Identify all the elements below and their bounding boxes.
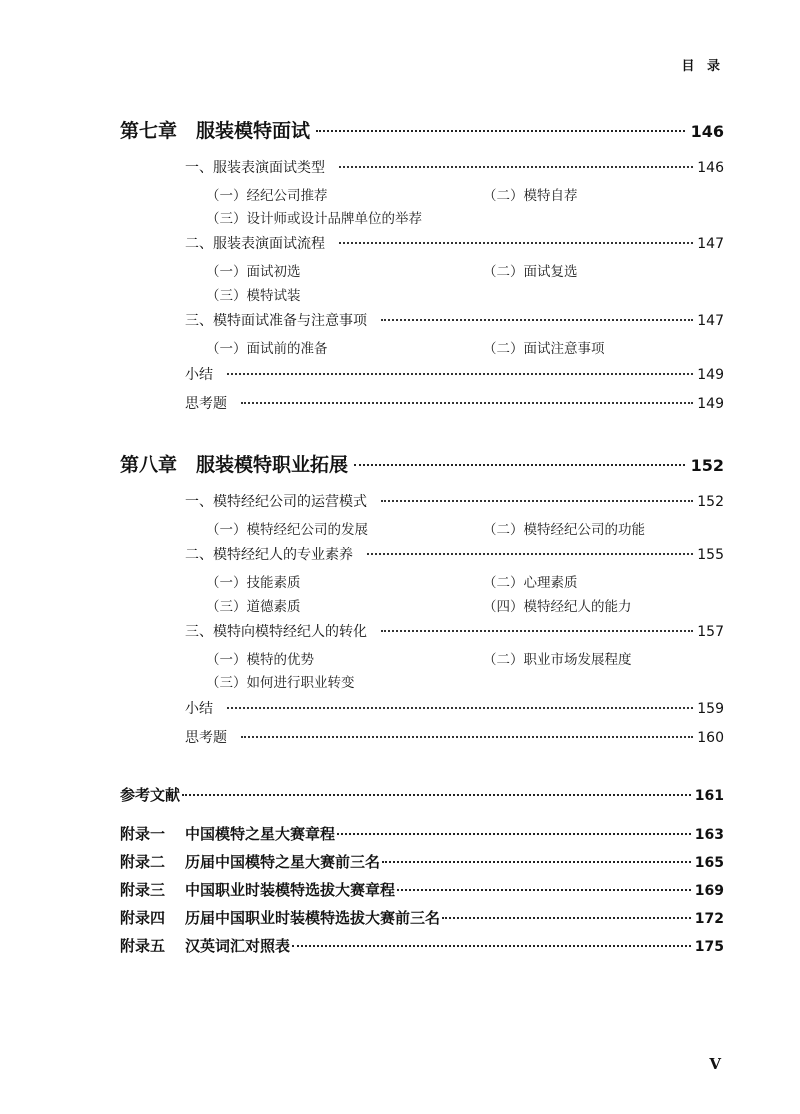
section-page: 159	[697, 701, 724, 717]
toc-subsection[interactable]: （一）面试初选	[206, 264, 301, 280]
section-title: 思考题	[185, 730, 227, 746]
appendix-title: 中国职业时装模特选拔大赛章程	[185, 881, 396, 899]
page-number: V	[709, 1055, 721, 1073]
dot-leader	[381, 630, 693, 632]
dot-leader	[182, 794, 691, 796]
section-title: 一、服装表演面试类型	[185, 160, 325, 176]
section-page: 152	[697, 494, 724, 510]
dot-leader	[227, 373, 693, 375]
toc-subsection[interactable]: （一）经纪公司推荐	[206, 188, 328, 204]
section-title: 小结	[185, 367, 213, 383]
dot-leader	[227, 707, 693, 709]
toc-subsection[interactable]: （二）模特经纪公司的功能	[483, 522, 645, 538]
toc-subsection[interactable]: （一）模特的优势	[206, 652, 314, 668]
toc-section[interactable]	[185, 491, 724, 511]
toc-section-summary[interactable]	[185, 364, 724, 384]
dot-leader	[337, 833, 691, 835]
appendix-title: 汉英词汇对照表	[185, 937, 291, 955]
toc-section[interactable]	[185, 310, 724, 330]
dot-leader	[367, 553, 693, 555]
section-page: 149	[697, 367, 724, 383]
dot-leader	[442, 917, 691, 919]
toc-appendix-1[interactable]	[120, 823, 724, 845]
dot-leader	[397, 889, 691, 891]
toc-subsection[interactable]: （二）模特自荐	[483, 188, 578, 204]
toc-appendix-5[interactable]	[120, 935, 724, 957]
section-page: 146	[697, 160, 724, 176]
section-title: 二、服装表演面试流程	[185, 236, 325, 252]
section-page: 147	[697, 236, 724, 252]
header-title: 目 录	[681, 59, 724, 74]
dot-leader	[241, 402, 693, 404]
appendix-page: 163	[694, 827, 724, 843]
toc-section-questions[interactable]	[185, 393, 724, 413]
section-title: 思考题	[185, 396, 227, 412]
toc-section[interactable]	[185, 544, 724, 564]
dot-leader	[354, 464, 685, 466]
appendix-page: 165	[694, 855, 724, 871]
section-page: 157	[697, 624, 724, 640]
toc-subsection[interactable]: （一）模特经纪公司的发展	[206, 522, 368, 538]
dot-leader	[241, 736, 693, 738]
toc-chapter-7[interactable]	[120, 116, 724, 142]
toc-subsection[interactable]: （二）面试复选	[483, 264, 578, 280]
dot-leader	[339, 242, 693, 244]
toc-subsection[interactable]: （三）模特试装	[206, 288, 301, 304]
toc-section[interactable]	[185, 157, 724, 177]
references-title: 参考文献	[120, 786, 181, 804]
appendix-label: 附录三	[120, 881, 166, 899]
toc-section-summary[interactable]	[185, 698, 724, 718]
toc-appendix-4[interactable]	[120, 907, 724, 929]
section-page: 160	[697, 730, 724, 746]
section-title: 小结	[185, 701, 213, 717]
appendix-label: 附录五	[120, 937, 166, 955]
references-page: 161	[694, 788, 724, 804]
chapter-page: 152	[690, 456, 724, 475]
toc-chapter-8[interactable]	[120, 450, 724, 476]
toc-subsection[interactable]: （二）心理素质	[483, 575, 578, 591]
toc-appendix-3[interactable]	[120, 879, 724, 901]
chapter-page: 146	[690, 122, 724, 141]
dot-leader	[381, 319, 693, 321]
section-title: 一、模特经纪公司的运营模式	[185, 494, 367, 510]
section-page: 149	[697, 396, 724, 412]
toc-subsection[interactable]: （一）面试前的准备	[206, 341, 328, 357]
appendix-label: 附录四	[120, 909, 166, 927]
toc-section[interactable]	[185, 621, 724, 641]
appendix-label: 附录二	[120, 853, 166, 871]
appendix-title: 中国模特之星大赛章程	[185, 825, 336, 843]
toc-appendix-2[interactable]	[120, 851, 724, 873]
toc-subsection[interactable]: （一）技能素质	[206, 575, 301, 591]
section-page: 147	[697, 313, 724, 329]
appendix-title: 历届中国模特之星大赛前三名	[185, 853, 381, 871]
chapter-title: 第七章 服装模特面试	[120, 120, 311, 142]
toc-subsection[interactable]: （四）模特经纪人的能力	[483, 599, 632, 615]
dot-leader	[382, 861, 691, 863]
section-title: 三、模特向模特经纪人的转化	[185, 624, 367, 640]
dot-leader	[339, 166, 693, 168]
dot-leader	[381, 500, 693, 502]
appendix-title: 历届中国职业时装模特选拔大赛前三名	[185, 909, 441, 927]
dot-leader	[292, 945, 691, 947]
toc-section[interactable]	[185, 233, 724, 253]
appendix-page: 172	[694, 911, 724, 927]
toc-subsection[interactable]: （三）道德素质	[206, 599, 301, 615]
toc-subsection[interactable]: （三）设计师或设计品牌单位的举荐	[206, 211, 422, 227]
toc-references[interactable]	[120, 784, 724, 806]
toc-subsection[interactable]: （二）面试注意事项	[483, 341, 605, 357]
section-title: 三、模特面试准备与注意事项	[185, 313, 367, 329]
appendix-label: 附录一	[120, 825, 166, 843]
section-title: 二、模特经纪人的专业素养	[185, 547, 353, 563]
toc-subsection[interactable]: （二）职业市场发展程度	[483, 652, 632, 668]
dot-leader	[316, 130, 685, 132]
appendix-page: 175	[694, 939, 724, 955]
chapter-title: 第八章 服装模特职业拓展	[120, 454, 349, 476]
toc-subsection[interactable]: （三）如何进行职业转变	[206, 675, 355, 691]
toc-section-questions[interactable]	[185, 727, 724, 747]
appendix-page: 169	[694, 883, 724, 899]
section-page: 155	[697, 547, 724, 563]
